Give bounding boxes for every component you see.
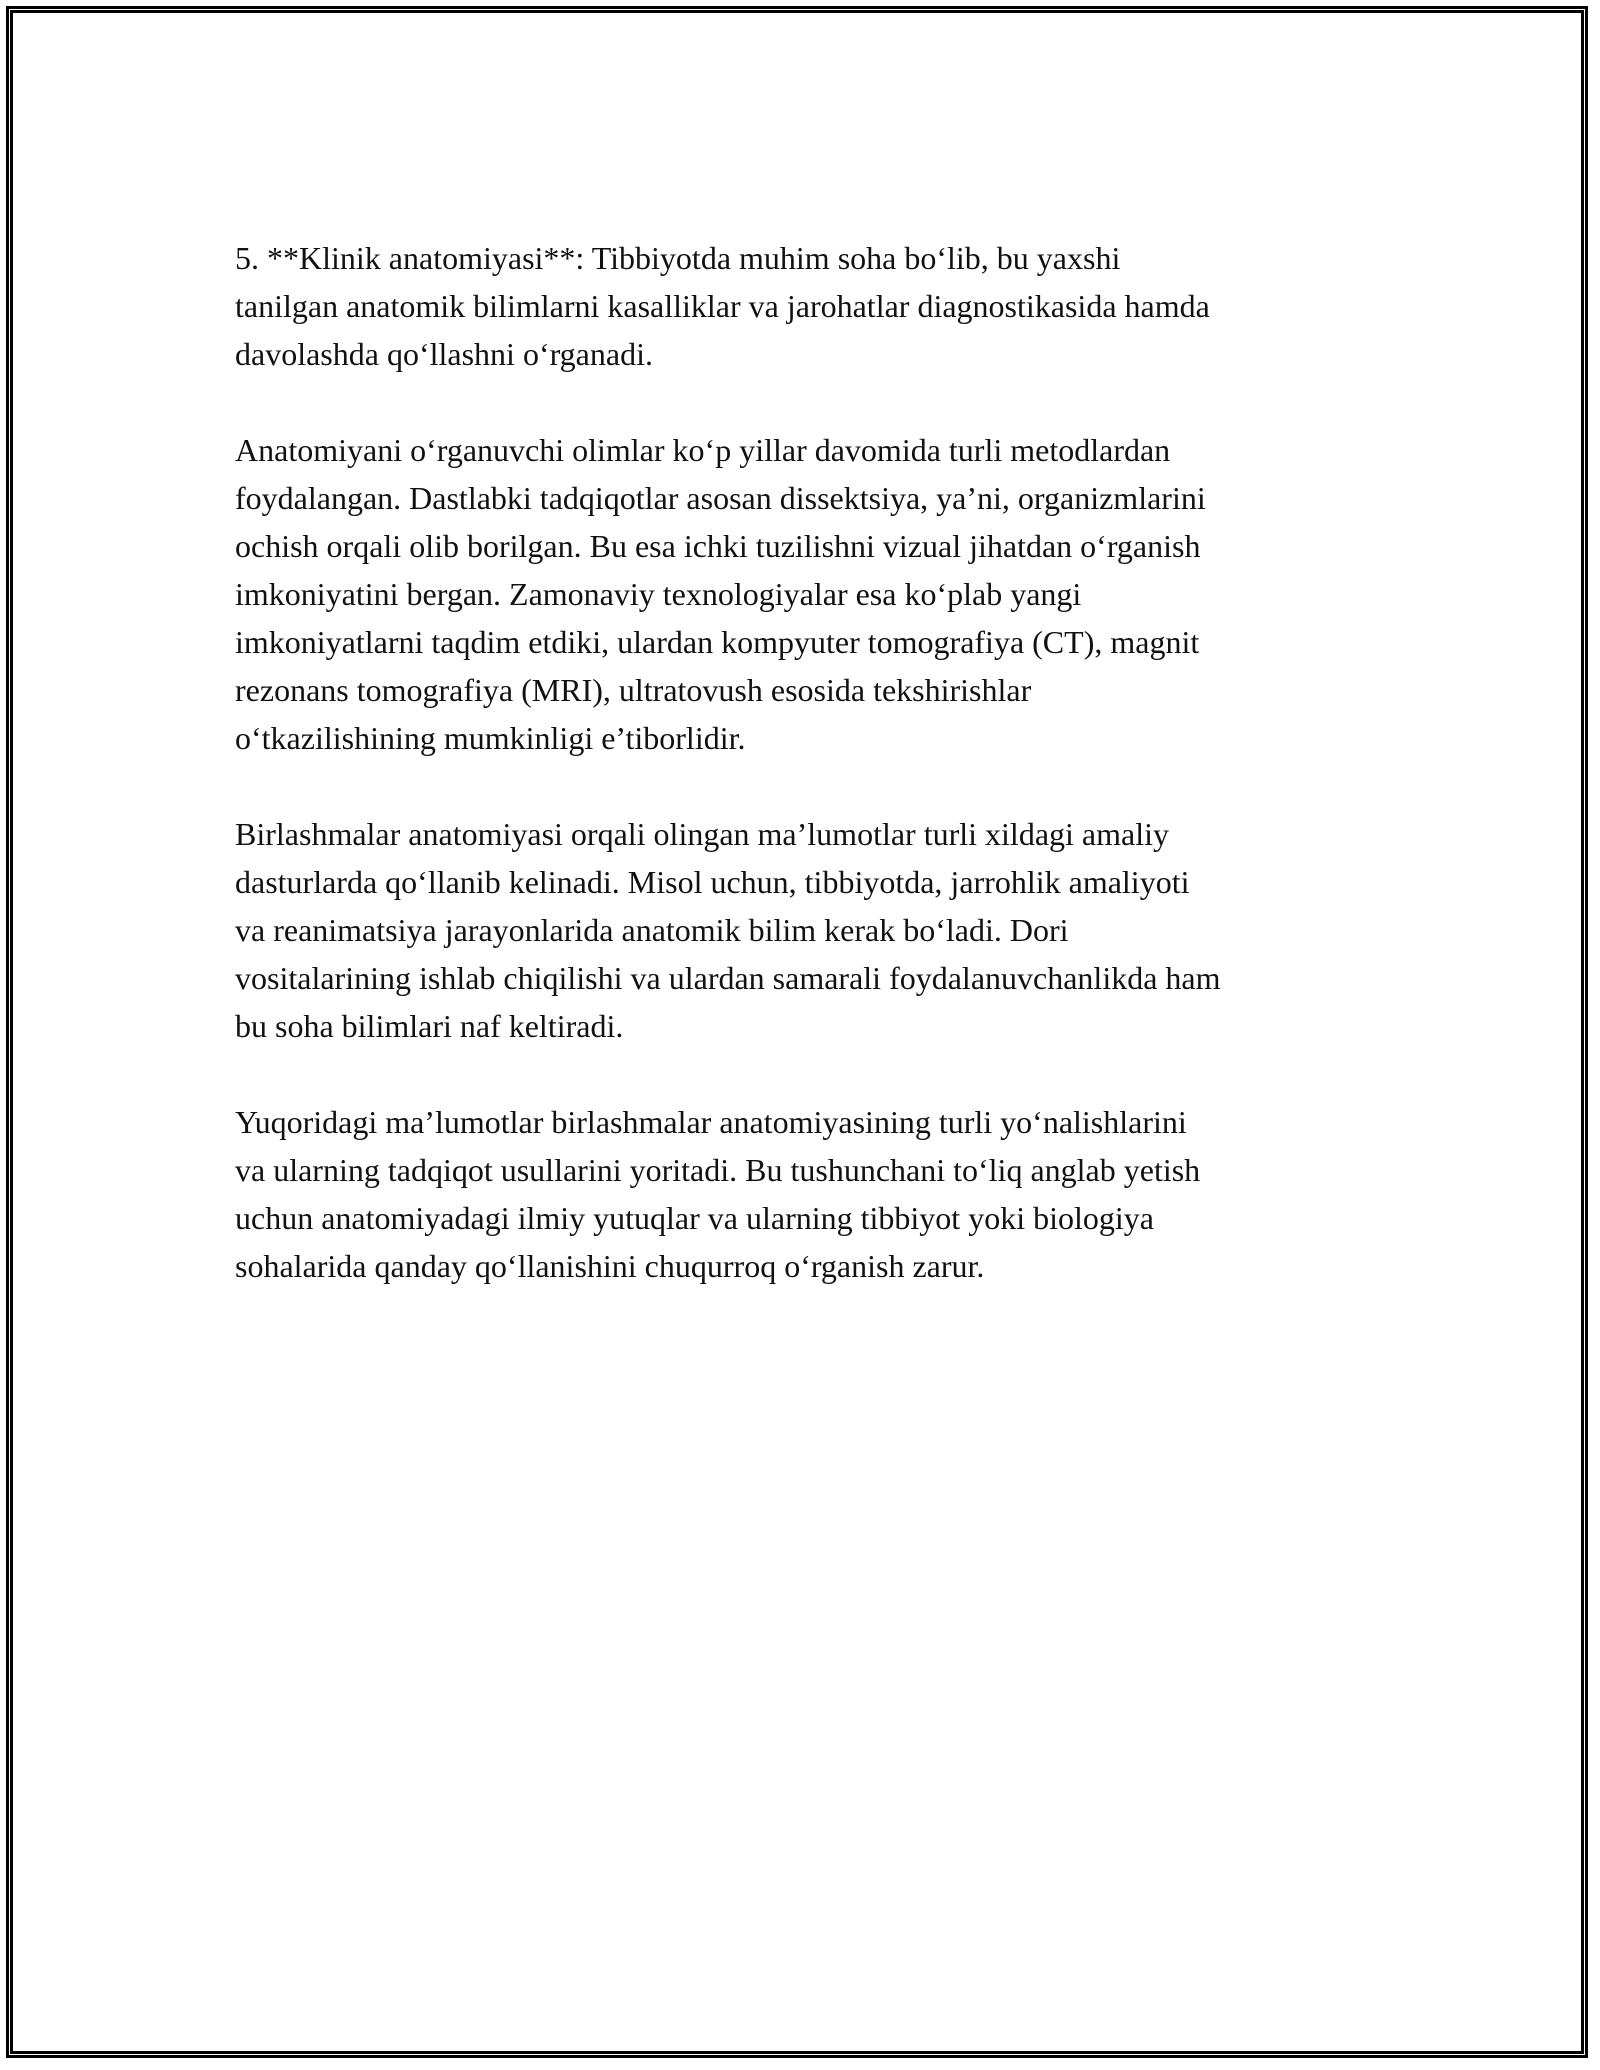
text-line: rezonans tomografiya (MRI), ultratovush esosida tekshirishlar (235, 672, 1032, 708)
text-line: dasturlarda qo‘llanib kelinadi. Misol uchun, tibbiyotda, jarrohlik amaliyoti (235, 864, 1190, 900)
text-line: imkoniyatlarni taqdim etdiki, ulardan kompyuter tomografiya (CT), magnit (235, 624, 1200, 660)
text-line: davolashda qo‘llashni o‘rganadi. (235, 336, 653, 372)
text-line: imkoniyatini bergan. Zamonaviy texnologiyalar esa ko‘plab yangi (235, 576, 1082, 612)
text-line: sohalarida qanday qo‘llanishini chuqurroq o‘rganish zarur. (235, 1248, 985, 1284)
paragraph-clinical-anatomy (235, 234, 1375, 378)
text-line: bu soha bilimlari naf keltiradi. (235, 1008, 624, 1044)
text-line: o‘tkazilishining mumkinligi e’tiborlidir. (235, 720, 746, 756)
paragraph-research-methods (235, 426, 1375, 762)
text-line: va ularning tadqiqot usullarini yoritadi. Bu tushunchani to‘liq anglab yetish (235, 1152, 1201, 1188)
text-line: foydalangan. Dastlabki tadqiqotlar asosan dissektsiya, ya’ni, organizmlarini (235, 480, 1206, 516)
text-line: vositalarining ishlab chiqilishi va ulardan samarali foydalanuvchanlikda ham (235, 960, 1221, 996)
paragraph-applications (235, 810, 1375, 1050)
text-line: ochish orqali olib borilgan. Bu esa ichki tuzilishni vizual jihatdan o‘rganish (235, 528, 1201, 564)
text-line: va reanimatsiya jarayonlarida anatomik bilim kerak bo‘ladi. Dori (235, 912, 1069, 948)
text-line: Anatomiyani o‘rganuvchi olimlar ko‘p yillar davomida turli metodlardan (235, 432, 1171, 468)
text-line: tanilgan anatomik bilimlarni kasalliklar va jarohatlar diagnostikasida hamda (235, 288, 1210, 324)
text-line: Birlashmalar anatomiyasi orqali olingan ma’lumotlar turli xildagi amaliy (235, 816, 1169, 852)
paragraph-conclusion (235, 1098, 1375, 1290)
text-line: Yuqoridagi ma’lumotlar birlashmalar anatomiyasining turli yo‘nalishlarini (235, 1104, 1187, 1140)
document-body (235, 234, 1375, 1338)
text-line: uchun anatomiyadagi ilmiy yutuqlar va ularning tibbiyot yoki biologiya (235, 1200, 1154, 1236)
text-line: 5. **Klinik anatomiyasi**: Tibbiyotda muhim soha bo‘lib, bu yaxshi (235, 240, 1121, 276)
